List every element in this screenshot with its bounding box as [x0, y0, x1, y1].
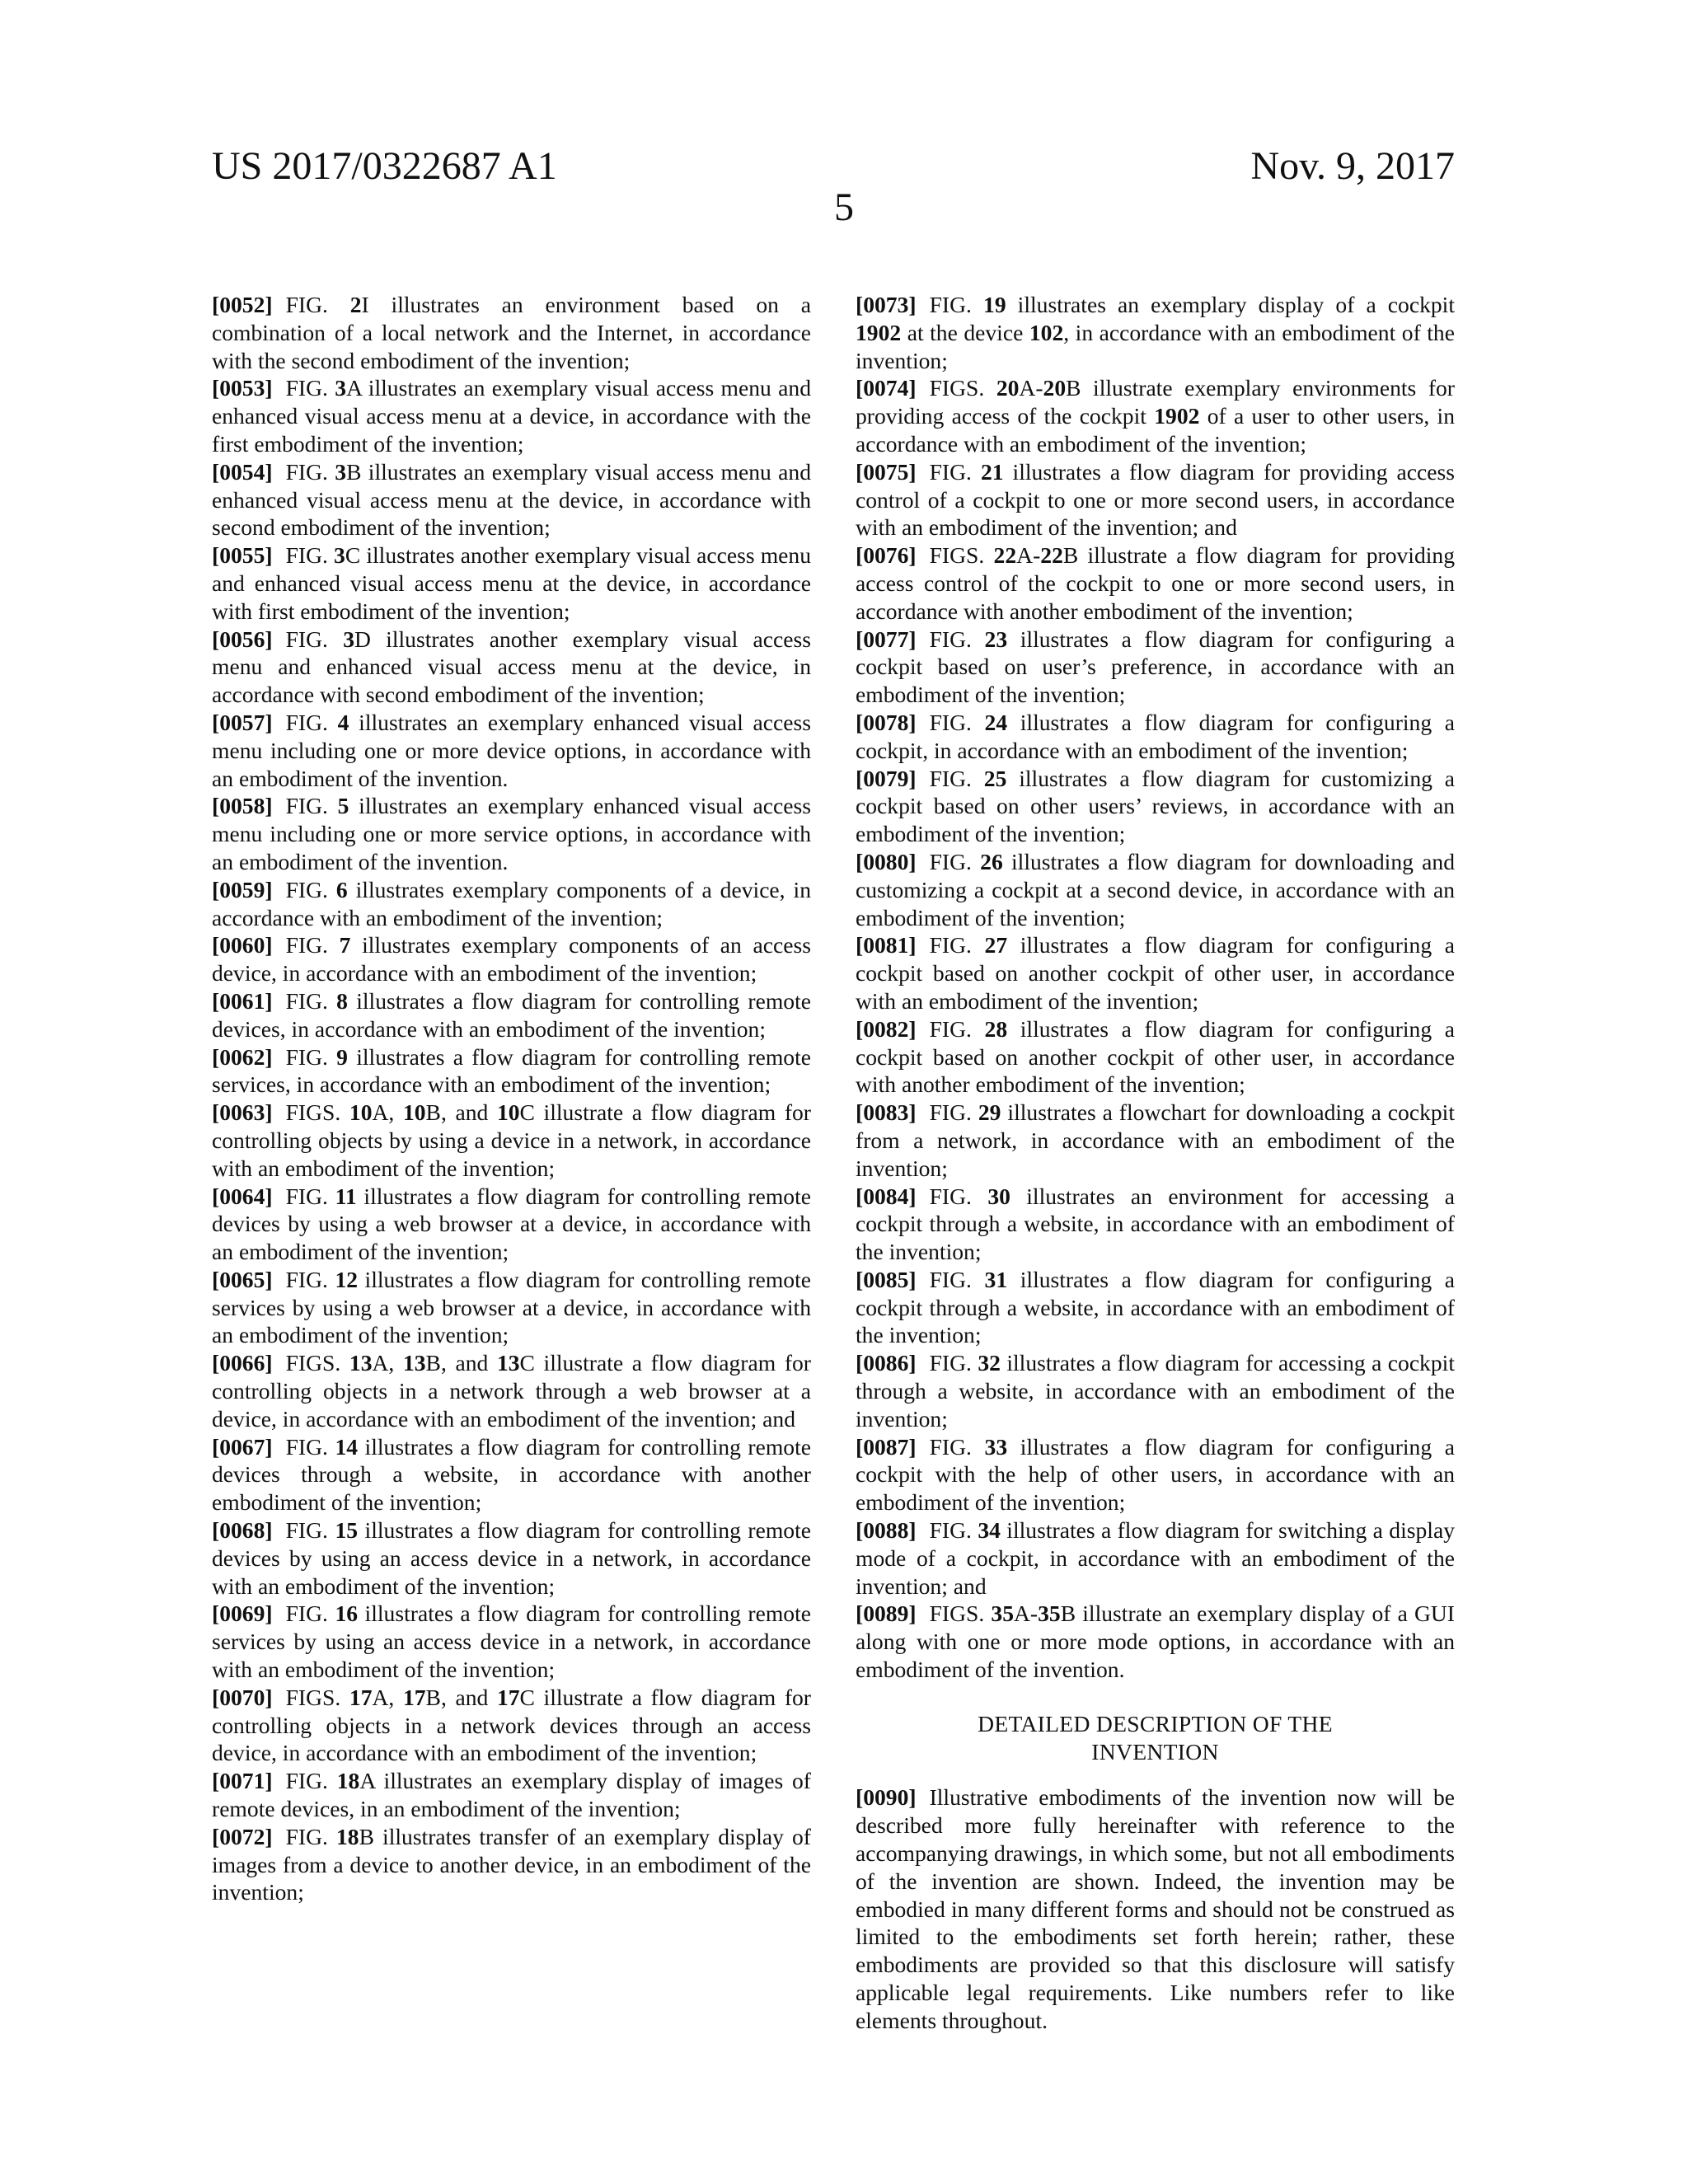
- paragraph: [212, 458, 811, 541]
- paragraph-number: [0086]: [856, 1350, 917, 1376]
- figure-reference: 2: [349, 292, 362, 317]
- paragraph-text: , in accordance with an embodiment of the invention;: [856, 319, 1455, 373]
- paragraph-number: [0052]: [212, 292, 273, 317]
- paragraph-text: illustrates a flow diagram for configuring a cockpit with the help of other users, in accordance with an embodiment of the invention;: [856, 1433, 1455, 1516]
- right-column-paragraphs: [856, 291, 1455, 1684]
- paragraph-text: FIG.: [929, 1266, 985, 1292]
- paragraph-text: FIG.: [285, 458, 335, 485]
- paragraph-text: FIG.: [929, 458, 981, 485]
- figure-reference: 1902: [1154, 403, 1200, 429]
- paragraph: [212, 626, 811, 709]
- paragraph-number: [0068]: [212, 1517, 273, 1544]
- figure-reference: 20: [996, 375, 1020, 401]
- paragraph-text: D illustrates another exemplary visual access menu and enhanced visual access menu at the device, in accordance with second embodiment of the invention;: [212, 626, 811, 708]
- paragraph-text: B illustrates transfer of an exemplary display of images from a device to another device, in an embodiment of the invention;: [212, 1823, 811, 1905]
- paragraph-text: FIG.: [929, 1015, 985, 1042]
- figure-reference: 35: [1038, 1601, 1061, 1627]
- paragraph-number: [0058]: [212, 793, 273, 819]
- paragraph-number: [0067]: [212, 1433, 273, 1460]
- figure-reference: 13: [349, 1350, 373, 1376]
- paragraph: [212, 987, 811, 1043]
- figure-reference: 22: [993, 542, 1017, 569]
- paragraph-text: illustrates a flowchart for downloading a cockpit from a network, in accordance with an embodiment of the invention;: [856, 1099, 1455, 1181]
- paragraph-number: [0071]: [212, 1768, 273, 1794]
- figure-reference: 3: [335, 458, 347, 485]
- paragraph: [212, 374, 811, 457]
- paragraph-text: FIG.: [285, 1043, 337, 1070]
- paragraph-number: [0072]: [212, 1823, 273, 1849]
- paragraph-text: FIG.: [285, 709, 338, 735]
- paragraph-number: [0073]: [856, 292, 917, 317]
- paragraph: [856, 626, 1455, 709]
- paragraph-number: [0059]: [212, 876, 273, 902]
- paragraph-text: FIG.: [929, 1517, 978, 1544]
- figure-reference: 28: [984, 1015, 1008, 1042]
- paragraph-text: FIG.: [929, 1350, 978, 1376]
- paragraph-number: [0082]: [856, 1015, 917, 1042]
- paragraph: [212, 931, 811, 987]
- paragraph-text: illustrates a flow diagram for customizing a cockpit based on other users’ reviews, in accordance with an embodiment of the invention;: [856, 765, 1456, 847]
- paragraph-text: B, and: [425, 1350, 497, 1376]
- paragraph: [212, 1767, 811, 1823]
- paragraph-text: FIG.: [929, 848, 981, 874]
- paragraph-number: [0064]: [212, 1183, 273, 1209]
- paragraph-text: FIG.: [929, 932, 985, 958]
- figure-reference: 29: [978, 1099, 1001, 1126]
- paragraph-text: FIG.: [285, 1768, 337, 1794]
- paragraph-number: [0056]: [212, 626, 273, 652]
- paragraph-number: [0075]: [856, 458, 917, 485]
- paragraph-text: FIGS.: [929, 1601, 992, 1627]
- figure-reference: 3: [343, 626, 354, 652]
- figure-reference: 17: [349, 1684, 373, 1710]
- paragraph-text: FIG.: [285, 1183, 335, 1209]
- figure-reference: 13: [402, 1350, 426, 1376]
- paragraph-text: illustrates a flow diagram for configuring a cockpit based on user’s preference, in accordance with an embodiment of the invention;: [856, 626, 1455, 708]
- paragraph-text: FIG.: [285, 1601, 335, 1627]
- paragraph-text: illustrates a flow diagram for controlling remote devices by using an access device in a network, in accordance with an embodiment of the invention;: [212, 1517, 811, 1599]
- paragraph: [212, 876, 811, 932]
- figure-reference: 17: [496, 1684, 520, 1710]
- figure-reference: 31: [984, 1266, 1008, 1292]
- paragraph-number: [0078]: [856, 709, 917, 735]
- paragraph-text: illustrates a flow diagram for controlling remote services by using an access device in a network, in accordance with an embodiment of the invention;: [212, 1601, 811, 1683]
- figure-reference: 18: [336, 1768, 360, 1794]
- paragraph: [856, 1783, 1455, 2034]
- paragraph: [856, 1266, 1455, 1349]
- paragraph-text: illustrates a flow diagram for configuring a cockpit, in accordance with an embodiment of the invention;: [856, 709, 1455, 763]
- figure-reference: 25: [983, 765, 1007, 791]
- paragraph-text: A-: [1014, 1601, 1039, 1627]
- paragraph-text: FIG.: [285, 292, 350, 317]
- figure-reference: 8: [336, 987, 348, 1014]
- paragraph-number: [0083]: [856, 1099, 917, 1126]
- paragraph-text: B illustrates an exemplary visual access menu and enhanced visual access menu at the device, in accordance with second embodiment of the invention;: [212, 458, 811, 541]
- figure-reference: 21: [980, 458, 1004, 485]
- paragraph-number: [0081]: [856, 932, 917, 958]
- figure-reference: 9: [336, 1043, 348, 1070]
- paragraph-number: [0063]: [212, 1099, 273, 1126]
- paragraph-text: FIGS.: [285, 1350, 349, 1376]
- paragraph-text: A illustrates an exemplary display of images of remote devices, in an embodiment of the invention;: [212, 1768, 811, 1822]
- paragraph-text: illustrates a flow diagram for downloading and customizing a cockpit at a second device, in accordance with an embodiment of the invention;: [856, 848, 1455, 930]
- paragraph-text: A,: [372, 1684, 403, 1710]
- paragraph: [212, 1266, 811, 1349]
- right-column: [856, 291, 1455, 2035]
- figure-reference: 22: [1040, 542, 1063, 569]
- figure-reference: 10: [349, 1099, 373, 1126]
- paragraph-number: [0053]: [212, 375, 273, 401]
- figure-reference: 13: [496, 1350, 520, 1376]
- paragraph-text: C illustrate a flow diagram for controlling objects in a network through a web browser at a device, in accordance with an embodiment of the invention; and: [212, 1350, 811, 1432]
- paragraph-text: B illustrate a flow diagram for providing access control of the cockpit to one or more second users, in accordance with another embodiment of the invention;: [856, 542, 1456, 624]
- left-column: [212, 291, 811, 1906]
- paragraph-text: illustrates a flow diagram for accessing a cockpit through a website, in accordance with an embodiment of the invention;: [856, 1350, 1455, 1432]
- figure-reference: 3: [335, 375, 347, 401]
- paragraph-text: FIG.: [929, 709, 985, 735]
- figure-reference: 33: [984, 1433, 1008, 1460]
- paragraph-text: A,: [372, 1099, 403, 1126]
- publication-number: US 2017/0322687 A1: [212, 144, 557, 188]
- paragraph-number: [0089]: [856, 1601, 917, 1627]
- paragraph-text: illustrates an environment for accessing a cockpit through a website, in accordance with an embodiment of the invention;: [856, 1183, 1456, 1265]
- paragraph: [856, 1099, 1455, 1182]
- figure-reference: 102: [1029, 319, 1064, 345]
- paragraph-text: FIG.: [285, 1433, 335, 1460]
- paragraph: [856, 1600, 1455, 1683]
- figure-reference: 20: [1043, 375, 1067, 401]
- paragraph-text: illustrates a flow diagram for configuring a cockpit based on another cockpit of other user, in accordance with another embodiment of the invention;: [856, 1015, 1455, 1098]
- figure-reference: 5: [337, 793, 349, 819]
- figure-reference: 17: [402, 1684, 426, 1710]
- figure-reference: 7: [339, 932, 351, 958]
- figure-reference: 24: [984, 709, 1008, 735]
- paragraph-text: of a user to other users, in accordance with an embodiment of the invention;: [856, 403, 1455, 457]
- paragraph-text: FIG.: [285, 1823, 336, 1849]
- figure-reference: 16: [335, 1601, 359, 1627]
- paragraph: [212, 1516, 811, 1600]
- paragraph: [212, 1684, 811, 1767]
- paragraph-text: at the device: [901, 319, 1029, 345]
- paragraph: [212, 1043, 811, 1099]
- paragraph-text: FIG.: [929, 292, 984, 317]
- paragraph-number: [0085]: [856, 1266, 917, 1292]
- paragraph-text: illustrates an exemplary enhanced visual access menu including one or more service options, in accordance with an embodiment of the invention.: [212, 793, 812, 874]
- paragraph-text: illustrates a flow diagram for providing access control of a cockpit to one or more second users, in accordance with an embodiment of the invention; and: [856, 458, 1455, 541]
- paragraph-number: [0077]: [856, 626, 917, 652]
- figure-reference: 3: [334, 542, 345, 569]
- figure-reference: 10: [496, 1099, 520, 1126]
- publication-date: Nov. 9, 2017: [1250, 144, 1455, 188]
- paragraph-text: FIG.: [285, 932, 340, 958]
- paragraph-text: FIG.: [929, 626, 985, 652]
- paragraph-number: [0057]: [212, 709, 273, 735]
- paragraph-number: [0069]: [212, 1601, 273, 1627]
- paragraph-number: [0079]: [856, 765, 917, 791]
- figure-reference: 23: [984, 626, 1008, 652]
- figure-reference: 27: [984, 932, 1008, 958]
- paragraph-text: A-: [1019, 375, 1043, 401]
- paragraph-text: illustrates an exemplary display of a cockpit: [1006, 292, 1455, 317]
- paragraph-text: FIG.: [285, 1266, 335, 1292]
- paragraph-text: illustrates a flow diagram for controlling remote devices by using a web browser at a device, in accordance with an embodiment of the invention;: [212, 1183, 811, 1265]
- figure-reference: 15: [335, 1517, 359, 1544]
- paragraph-text: illustrates an exemplary enhanced visual access menu including one or more device options, in accordance with an embodiment of the invention.: [212, 709, 812, 791]
- paragraph: [856, 1349, 1455, 1432]
- paragraph: [856, 765, 1455, 848]
- paragraph: [212, 1099, 811, 1182]
- paragraph: [212, 709, 811, 792]
- paragraph-text: B illustrate exemplary environments for providing access of the cockpit: [856, 375, 1455, 429]
- figure-reference: 35: [991, 1601, 1014, 1627]
- paragraph: [856, 1433, 1455, 1516]
- paragraph-text: FIG.: [929, 1099, 978, 1126]
- paragraph-number: [0066]: [212, 1350, 273, 1376]
- paragraph-number: [0088]: [856, 1517, 917, 1544]
- figure-reference: 10: [402, 1099, 426, 1126]
- figure-reference: 11: [335, 1183, 357, 1209]
- paragraph-number: [0062]: [212, 1043, 273, 1070]
- paragraph: [212, 291, 811, 374]
- paragraph: [856, 541, 1455, 625]
- paragraph-text: illustrates a flow diagram for controlling remote services by using a web browser at a device, in accordance with an embodiment of the invention;: [212, 1266, 811, 1348]
- figure-reference: 32: [978, 1350, 1001, 1376]
- paragraph: [212, 1823, 811, 1906]
- paragraph-text: illustrates a flow diagram for configuring a cockpit based on another cockpit of other user, in accordance with an embodiment of the invention;: [856, 932, 1455, 1014]
- paragraph-text: FIG.: [285, 987, 337, 1014]
- paragraph-number: [0074]: [856, 375, 917, 401]
- paragraph-text: C illustrate a flow diagram for controlling objects by using a device in a network, in accordance with an embodiment of the invention;: [212, 1099, 811, 1181]
- paragraph-text: FIG.: [285, 626, 344, 652]
- figure-reference: 4: [337, 709, 349, 735]
- paragraph-text: illustrates exemplary components of a device, in accordance with an embodiment of the invention;: [212, 876, 811, 930]
- paragraph-number: [0076]: [856, 542, 917, 569]
- figure-reference: 18: [335, 1823, 359, 1849]
- paragraph: [856, 1015, 1455, 1099]
- paragraph-number: [0054]: [212, 458, 273, 485]
- paragraph-text: illustrates a flow diagram for configuring a cockpit through a website, in accordance with an embodiment of the invention;: [856, 1266, 1455, 1348]
- paragraph: [212, 1183, 811, 1266]
- paragraph-text: A,: [372, 1350, 403, 1376]
- paragraph-text: C illustrates another exemplary visual access menu and enhanced visual access menu at the device, in accordance with first embodiment of the invention;: [212, 542, 811, 624]
- paragraph-text: FIG.: [285, 793, 338, 819]
- figure-reference: 19: [983, 292, 1006, 317]
- section-heading-line: DETAILED DESCRIPTION OF THE: [978, 1710, 1333, 1736]
- figure-reference: 6: [335, 876, 348, 902]
- paragraph-number: [0090]: [856, 1784, 917, 1811]
- paragraph-text: FIG.: [285, 375, 335, 401]
- paragraph-text: FIG.: [285, 1517, 335, 1544]
- paragraph-text: B, and: [425, 1684, 497, 1710]
- paragraph: [856, 458, 1455, 541]
- paragraph: [856, 1516, 1455, 1600]
- paragraph: [212, 1433, 811, 1516]
- paragraph-text: FIG.: [285, 876, 336, 902]
- paragraph: [212, 541, 811, 625]
- figure-reference: 12: [335, 1266, 359, 1292]
- section-heading-line: INVENTION: [1091, 1738, 1219, 1765]
- figure-reference: 34: [978, 1517, 1001, 1544]
- paragraph-text: C illustrate a flow diagram for controlling objects in a network devices through an access device, in accordance with an embodiment of the invention;: [212, 1684, 811, 1766]
- paragraph-text: FIGS.: [929, 542, 994, 569]
- paragraph: [856, 931, 1455, 1015]
- paragraph-text: illustrates a flow diagram for controlling remote devices, in accordance with an embodiment of the invention;: [212, 987, 811, 1042]
- paragraph: [856, 1183, 1455, 1266]
- figure-reference: 14: [335, 1433, 359, 1460]
- paragraph: [856, 291, 1455, 374]
- paragraph-number: [0087]: [856, 1433, 917, 1460]
- paragraph-text: illustrates a flow diagram for switching a display mode of a cockpit, in accordance with an embodiment of the invention; and: [856, 1517, 1455, 1599]
- paragraph-number: [0060]: [212, 932, 273, 958]
- paragraph-text: FIG.: [929, 765, 984, 791]
- paragraph-number: [0061]: [212, 987, 273, 1014]
- paragraph-text: B illustrate an exemplary display of a GUI along with one or more mode options, in accordance with an embodiment of the invention.: [856, 1601, 1455, 1683]
- paragraph-text: FIGS.: [929, 375, 996, 401]
- paragraph: [212, 1349, 811, 1432]
- paragraph-number: [0055]: [212, 542, 273, 569]
- paragraph-text: illustrates exemplary components of an access device, in accordance with an embodiment of the invention;: [212, 932, 811, 987]
- paragraph: [856, 374, 1455, 457]
- paragraph-text: Illustrative embodiments of the invention now will be described more fully hereinafter with reference to the accompanying drawings, in which some, but not all embodiments of the invention are shown. Indeed, the invention may be embodied in many different forms and should not be construed as limited to the embodiments set forth herein; rather, these embodiments are provided so that this disclosure will satisfy applicable legal requirements. Like numbers refer to like elements throughout.: [856, 1784, 1455, 2033]
- figure-reference: 30: [987, 1183, 1010, 1209]
- section-heading: [856, 1710, 1455, 1766]
- paragraph: [856, 709, 1455, 765]
- paragraph-text: FIG.: [929, 1183, 988, 1209]
- paragraph-text: FIG.: [285, 542, 335, 569]
- paragraph-text: A illustrates an exemplary visual access menu and enhanced visual access menu at a device, in accordance with the first embodiment of the invention;: [212, 375, 811, 457]
- paragraph-number: [0080]: [856, 848, 917, 874]
- paragraph-text: illustrates a flow diagram for controlling remote services, in accordance with an embodiment of the invention;: [212, 1043, 811, 1098]
- figure-reference: 26: [980, 848, 1003, 874]
- figure-reference: 1902: [856, 319, 902, 345]
- paragraph-number: [0084]: [856, 1183, 917, 1209]
- paragraph-text: I illustrates an environment based on a combination of a local network and the Internet, in accordance with the second embodiment of the invention;: [212, 292, 812, 373]
- description-paragraphs: [856, 1783, 1455, 2034]
- paragraph-text: FIGS.: [285, 1099, 349, 1126]
- paragraph-number: [0065]: [212, 1266, 273, 1292]
- paragraph: [212, 1600, 811, 1683]
- paragraph-text: FIG.: [929, 1433, 985, 1460]
- paragraph-text: illustrates a flow diagram for controlling remote devices through a website, in accordance with another embodiment of the invention;: [212, 1433, 811, 1516]
- paragraph-number: [0070]: [212, 1684, 273, 1710]
- paragraph-text: B, and: [425, 1099, 497, 1126]
- paragraph-text: A-: [1016, 542, 1041, 569]
- paragraph: [856, 848, 1455, 931]
- paragraph-text: FIGS.: [285, 1684, 349, 1710]
- paragraph: [212, 792, 811, 875]
- page-number: 5: [834, 185, 854, 229]
